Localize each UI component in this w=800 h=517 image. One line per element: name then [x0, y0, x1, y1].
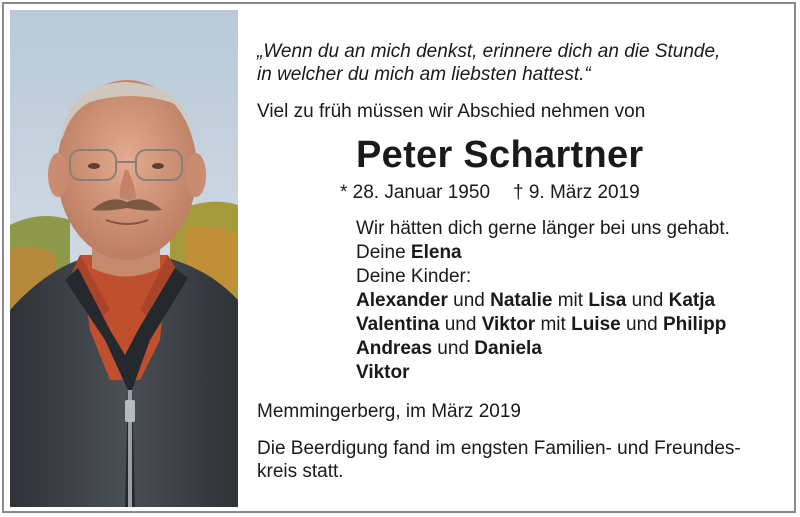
family-member: Valentina: [356, 314, 440, 335]
connector: mit: [535, 314, 572, 335]
memorial-quote: [257, 40, 720, 86]
funeral-line-1: Die Beerdigung fand im engsten Familien- und Freundes-: [257, 438, 741, 459]
connector: und: [626, 290, 669, 311]
portrait-photo: [10, 10, 238, 507]
deceased-name: Peter Schartner: [356, 134, 644, 176]
family-member: Andreas: [356, 338, 433, 359]
wife-name: Elena: [410, 242, 462, 263]
intro-text: Viel zu früh müssen wir Abschied nehmen von: [257, 101, 646, 122]
family-row-1: [356, 289, 730, 313]
family-member: Viktor: [356, 362, 410, 383]
connector: und: [439, 314, 482, 335]
family-member: Katja: [668, 290, 716, 311]
connector: und: [447, 290, 491, 311]
family-row-4: [356, 361, 730, 385]
family-row-2: [356, 313, 730, 337]
children-label: Deine Kinder:: [356, 266, 472, 287]
death-date: † 9. März 2019: [513, 182, 640, 203]
family-member: Philipp: [662, 314, 727, 335]
family-member: Daniela: [474, 338, 542, 359]
funeral-note: [257, 437, 741, 483]
connector: und: [432, 338, 475, 359]
family-row-3: [356, 337, 730, 361]
family-member: Luise: [571, 314, 621, 335]
wife-line: [356, 241, 730, 265]
wife-prefix: Deine: [356, 242, 411, 263]
family-member: Alexander: [356, 290, 448, 311]
birth-date: * 28. Januar 1950: [340, 182, 491, 203]
mourners-message: Wir hätten dich gerne länger bei uns gehabt.: [356, 218, 730, 239]
quote-line-2: in welcher du mich am liebsten hattest.“: [257, 64, 591, 85]
family-member: Viktor: [481, 314, 536, 335]
family-member: Natalie: [490, 290, 553, 311]
connector: mit: [552, 290, 589, 311]
mourners-block: [356, 217, 730, 385]
quote-line-1: „Wenn du an mich denkst, erinnere dich an die Stunde,: [257, 41, 721, 62]
funeral-line-2: kreis statt.: [257, 461, 344, 482]
place-date: Memmingerberg, im März 2019: [257, 401, 521, 422]
family-member: Lisa: [588, 290, 627, 311]
connector: und: [620, 314, 663, 335]
